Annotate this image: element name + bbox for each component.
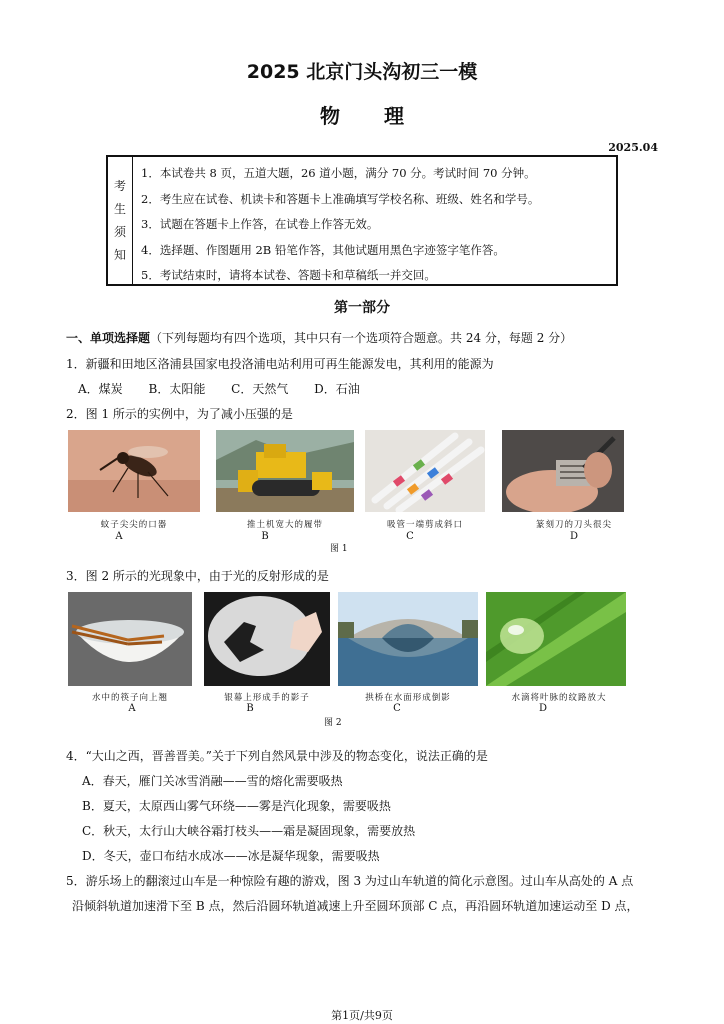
water-drop-photo [486,592,626,686]
arch-bridge-photo [338,592,478,686]
figure-1-caption: 推土机宽大的履带 [246,520,323,530]
question-1-options [78,380,382,397]
hand-shadow-photo [204,592,330,686]
section-heading [66,329,572,346]
option-c: C．天然气 [231,382,289,396]
figure-1-caption: 篆刻刀的刀头很尖 [535,520,612,530]
figure-2-caption: 水滴将叶脉的纹路放大 [511,693,607,703]
notice-label [108,157,133,284]
notice-item: 2．考生应在试卷、机读卡和答题卡上准确填写学校名称、班级、姓名和学号。 [141,191,540,206]
notice-item: 5．考试结束时，请将本试卷、答题卡和草稿纸一并交回。 [141,268,436,282]
section-desc: （下列每题均有四个选项，其中只有一个选项符合题意。共 24 分，每题 2 分） [150,331,573,345]
question-4-option-a: A．春天，雁门关冰雪消融——雪的熔化需要吸热 [82,774,343,788]
question-1-stem: 1．新疆和田地区洛浦县国家电投洛浦电站利用可再生能源发电，其利用的能源为 [66,357,494,371]
figure-1-caption: 吸管一端剪成斜口 [386,520,463,530]
page-footer: 第1页/共9页 [331,1009,393,1022]
figure-1-caption: 蚊子尖尖的口器 [100,520,168,530]
figure-2 [66,590,636,730]
exam-title: 2025 北京门头沟初三一模 [246,61,478,83]
option-letter: D [569,531,579,542]
option-letter: B [261,531,269,542]
question-5-line-2: 沿倾斜轨道加速滑下至 B 点，然后沿圆环轨道减速上升至圆环顶部 C 点，再沿圆环轨道加速运动至 D 点， [72,899,639,913]
question-3-stem: 3．图 2 所示的光现象中，由于光的反射形成的是 [66,569,329,583]
part-title: 第一部分 [334,300,390,316]
option-a: A．煤炭 [78,382,123,396]
figure-1 [66,430,636,556]
figure-2-label: 图 2 [324,718,342,728]
notice-box [106,155,618,286]
carving-knife-photo [502,430,624,512]
option-letter: B [246,703,254,714]
notice-label-char: 须 [113,224,126,239]
section-title: 一、单项选择题 [66,331,151,345]
notice-item: 4．选择题、作图题用 2B 铅笔作答，其他试题用黑色字迹签字笔作答。 [141,242,505,257]
question-5-line-1: 5．游乐场上的翻滚过山车是一种惊险有趣的游戏，图 3 为过山车轨道的简化示意图。过山车从高处的 A 点 [66,874,634,888]
option-letter: A [128,703,136,714]
question-4-option-b: B．夏天，太原西山雾气环绕——雾是汽化现象，需要吸热 [82,799,391,813]
figure-1-label: 图 1 [330,544,348,554]
straws-photo [365,430,485,512]
option-b: B．太阳能 [148,382,206,396]
option-letter: A [115,531,123,542]
bulldozer-photo [216,430,354,512]
notice-label-char: 考 [113,178,126,193]
notice-label-char: 知 [113,247,126,262]
question-2-stem: 2．图 1 所示的实例中，为了减小压强的是 [66,407,293,421]
notice-label-char: 生 [113,201,126,216]
question-4-stem: 4．“大山之西，晋善晋美。”关于下列自然风景中涉及的物态变化，说法正确的是 [66,749,488,763]
notice-list [133,157,539,284]
figure-2-caption: 银幕上形成手的影子 [224,693,310,703]
mosquito-photo [68,430,200,512]
notice-item: 1．本试卷共 8 页，五道大题，26 道小题，满分 70 分。考试时间 70 分钟。 [141,166,536,180]
option-d: D．石油 [314,382,360,396]
question-4-option-d: D．冬天，壶口布结水成冰——冰是凝华现象，需要吸热 [82,849,380,863]
option-letter: C [393,703,401,714]
question-4-option-c: C．秋天，太行山大峡谷霜打枝头——霜是凝固现象，需要放热 [82,824,416,838]
subject-title: 物理 [320,104,448,128]
option-letter: C [406,531,414,542]
chopsticks-bowl-photo [68,592,192,686]
option-letter: D [538,703,548,714]
figure-2-caption: 拱桥在水面形成倒影 [365,693,451,703]
exam-date: 2025.04 [608,141,658,154]
figure-2-caption: 水中的筷子向上翘 [91,693,168,703]
notice-item: 3．试题在答题卡上作答，在试卷上作答无效。 [141,217,379,231]
